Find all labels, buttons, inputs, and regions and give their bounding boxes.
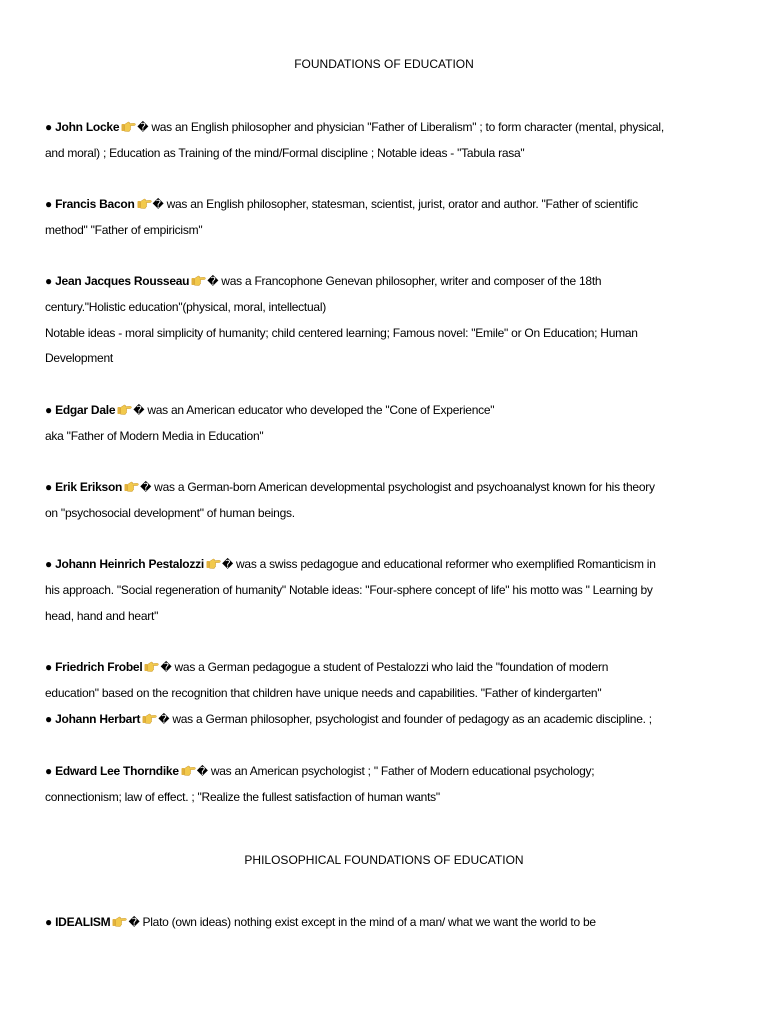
bullet-mark: ● — [45, 764, 56, 778]
replacement-char: � — [221, 558, 233, 571]
pointing-hand-shape — [137, 196, 152, 210]
replacement-char: � — [133, 404, 145, 417]
entry-text-line: was a swiss pedagogue and educational reformer who exemplified Romanticism in — [236, 557, 656, 571]
pointing-hand-icon — [124, 479, 139, 493]
list-item — [45, 552, 725, 629]
bullet-mark: ● — [45, 403, 56, 417]
pointing-hand-shape — [142, 711, 157, 725]
replacement-char: � — [160, 661, 172, 674]
pointing-hand-shape — [112, 914, 127, 928]
replacement-char: � — [207, 275, 219, 288]
list-item — [45, 655, 725, 707]
pointing-hand-icon — [144, 659, 159, 673]
pointing-hand-shape — [117, 402, 132, 416]
entry-text-line: on "psychosocial development" of human beings. — [45, 505, 295, 520]
replacement-char: � — [128, 916, 140, 929]
entry-name: Edward Lee Thorndike — [55, 764, 179, 778]
pointing-hand-icon — [206, 556, 221, 570]
pointing-hand-icon — [142, 711, 157, 725]
bullet-mark: ● — [45, 557, 56, 571]
list-item — [45, 475, 725, 527]
entry-text-line: was an English philosopher, statesman, scientist, jurist, orator and author. "Father of scientific — [166, 197, 638, 211]
bullet-mark: ● — [45, 915, 56, 929]
entry-text-line: Notable ideas - moral simplicity of humanity; child centered learning; Famous novel: "Emile" or On Education; Human — [45, 325, 638, 340]
replacement-char: � — [140, 481, 152, 494]
list-item — [45, 269, 725, 372]
entry-text-line: his approach. "Social regeneration of humanity" Notable ideas: "Four-sphere concept of life" his motto was " Learning by — [45, 582, 653, 597]
entry-name: John Locke — [55, 120, 120, 134]
list-item — [45, 910, 725, 936]
replacement-char: � — [158, 713, 170, 726]
list-item — [45, 115, 725, 167]
list-item — [45, 398, 725, 450]
bullet-mark: ● — [45, 197, 56, 211]
entry-text-line: education" based on the recognition that children have unique needs and capabilities. "Father of kindergarten" — [45, 685, 602, 700]
entry-text-line: was a Francophone Genevan philosopher, writer and composer of the 18th — [221, 274, 602, 288]
entry-text-line: and moral) ; Education as Training of the mind/Formal discipline ; Notable ideas - "Tabula rasa" — [45, 145, 525, 160]
list-item — [45, 707, 725, 733]
replacement-char: � — [196, 765, 208, 778]
entry-name: IDEALISM — [55, 915, 111, 929]
entry-text-line: Development — [45, 351, 113, 366]
entry-name: Francis Bacon — [55, 197, 135, 211]
bullet-mark: ● — [45, 660, 56, 674]
entry-text-line: was an English philosopher and physician "Father of Liberalism" ; to form character (mental, physical, — [151, 120, 664, 134]
entry-text-line: head, hand and heart" — [45, 608, 159, 623]
list-item — [45, 192, 725, 244]
entry-name: Erik Erikson — [55, 480, 123, 494]
bullet-mark: ● — [45, 120, 56, 134]
entry-text-line: was a German philosopher, psychologist and founder of pedagogy as an academic discipline. ; — [172, 712, 652, 726]
entry-text-line: was a German pedagogue a student of Pestalozzi who laid the "foundation of modern — [174, 660, 609, 674]
list-item — [45, 759, 725, 811]
pointing-hand-icon — [137, 196, 152, 210]
replacement-char: � — [152, 198, 164, 211]
pointing-hand-shape — [191, 273, 206, 287]
pointing-hand-shape — [124, 479, 139, 493]
entry-name: Johann Heinrich Pestalozzi — [55, 557, 204, 571]
entry-name: Edgar Dale — [55, 403, 116, 417]
section-title: PHILOSOPHICAL FOUNDATIONS OF EDUCATION — [244, 853, 524, 867]
pointing-hand-icon — [181, 763, 196, 777]
entry-name: Friedrich Frobel — [55, 660, 143, 674]
pointing-hand-shape — [144, 659, 159, 673]
pointing-hand-shape — [121, 119, 136, 133]
entry-name: Jean Jacques Rousseau — [55, 274, 190, 288]
entry-text-line: connectionism; law of effect. ; "Realize the fullest satisfaction of human wants" — [45, 789, 440, 804]
replacement-char: � — [137, 121, 149, 134]
pointing-hand-shape — [206, 556, 221, 570]
pointing-hand-icon — [191, 273, 206, 287]
entry-text-line: was an American educator who developed the "Cone of Experience" — [147, 403, 495, 417]
page-title: FOUNDATIONS OF EDUCATION — [294, 57, 474, 71]
entry-name: Johann Herbart — [55, 712, 141, 726]
entry-text-line: Plato (own ideas) nothing exist except in the mind of a man/ what we want the world to be — [142, 915, 596, 929]
entry-text-line: aka "Father of Modern Media in Education" — [45, 428, 264, 443]
pointing-hand-icon — [121, 119, 136, 133]
bullet-mark: ● — [45, 274, 56, 288]
entry-text-line: method" "Father of empiricism" — [45, 222, 203, 237]
pointing-hand-icon — [112, 914, 127, 928]
bullet-mark: ● — [45, 712, 56, 726]
pointing-hand-icon — [117, 402, 132, 416]
entry-text-line: was a German-born American developmental psychologist and psychoanalyst known for his theory — [154, 480, 655, 494]
entry-text-line: century."Holistic education"(physical, moral, intellectual) — [45, 299, 327, 314]
pointing-hand-shape — [181, 763, 196, 777]
entry-text-line: was an American psychologist ; " Father of Modern educational psychology; — [210, 764, 595, 778]
bullet-mark: ● — [45, 480, 56, 494]
